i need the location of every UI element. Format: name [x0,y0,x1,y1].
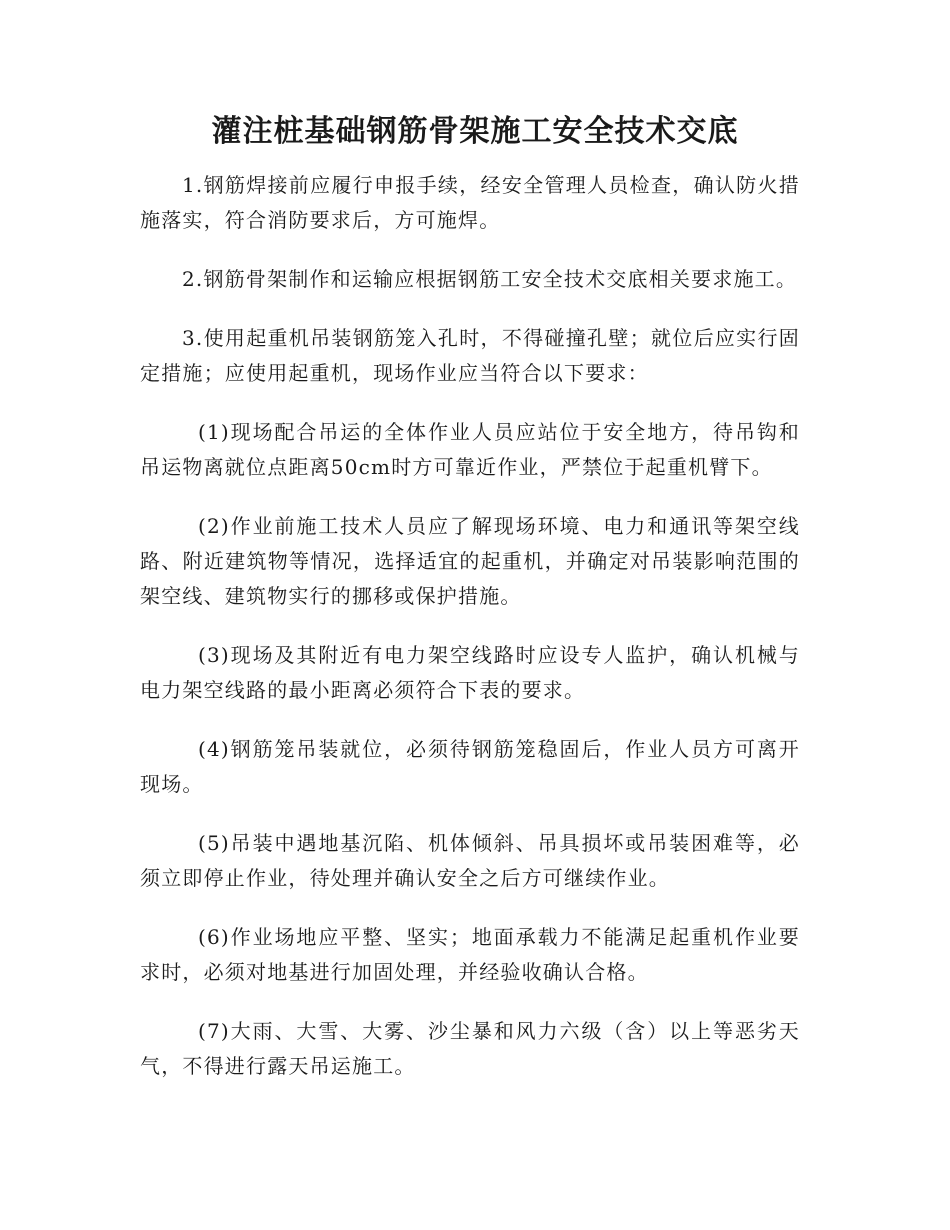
document-title: 灌注桩基础钢筋骨架施工安全技术交底 [211,114,739,149]
paragraph-2: 2.钢筋骨架制作和运输应根据钢筋工安全技术交底相关要求施工。 [182,267,798,291]
paragraph-3-7: (7)大雨、大雪、大雾、沙尘暴和风力六级（含）以上等恶劣天气，不得进行露天吊运施工。 [140,1019,800,1078]
paragraph-3: 3.使用起重机吊装钢筋笼入孔时，不得碰撞孔壁；就位后应实行固定措施；应使用起重机，现场作业应当符合以下要求： [140,326,800,385]
paragraph-3-6: (6)作业场地应平整、坚实；地面承载力不能满足起重机作业要求时，必须对地基进行加固处理，并经验收确认合格。 [140,925,800,984]
document-body [140,168,800,1108]
paragraph-3-1: (1)现场配合吊运的全体作业人员应站位于安全地方，待吊钩和吊运物离就位点距离50cm时方可靠近作业，严禁位于起重机臂下。 [140,420,800,479]
paragraph-3-2: (2)作业前施工技术人员应了解现场环境、电力和通讯等架空线路、附近建筑物等情况，选择适宜的起重机，并确定对吊装影响范围的架空线、建筑物实行的挪移或保护措施。 [140,514,800,608]
paragraph-1: 1.钢筋焊接前应履行申报手续，经安全管理人员检查，确认防火措施落实，符合消防要求后，方可施焊。 [140,173,800,232]
paragraph-3-3: (3)现场及其附近有电力架空线路时应设专人监护，确认机械与电力架空线路的最小距离必须符合下表的要求。 [140,643,800,702]
paragraph-3-5: (5)吊装中遇地基沉陷、机体倾斜、吊具损坏或吊装困难等，必须立即停止作业，待处理并确认安全之后方可继续作业。 [140,831,800,890]
paragraph-3-4: (4)钢筋笼吊装就位，必须待钢筋笼稳固后，作业人员方可离开现场。 [140,737,800,796]
